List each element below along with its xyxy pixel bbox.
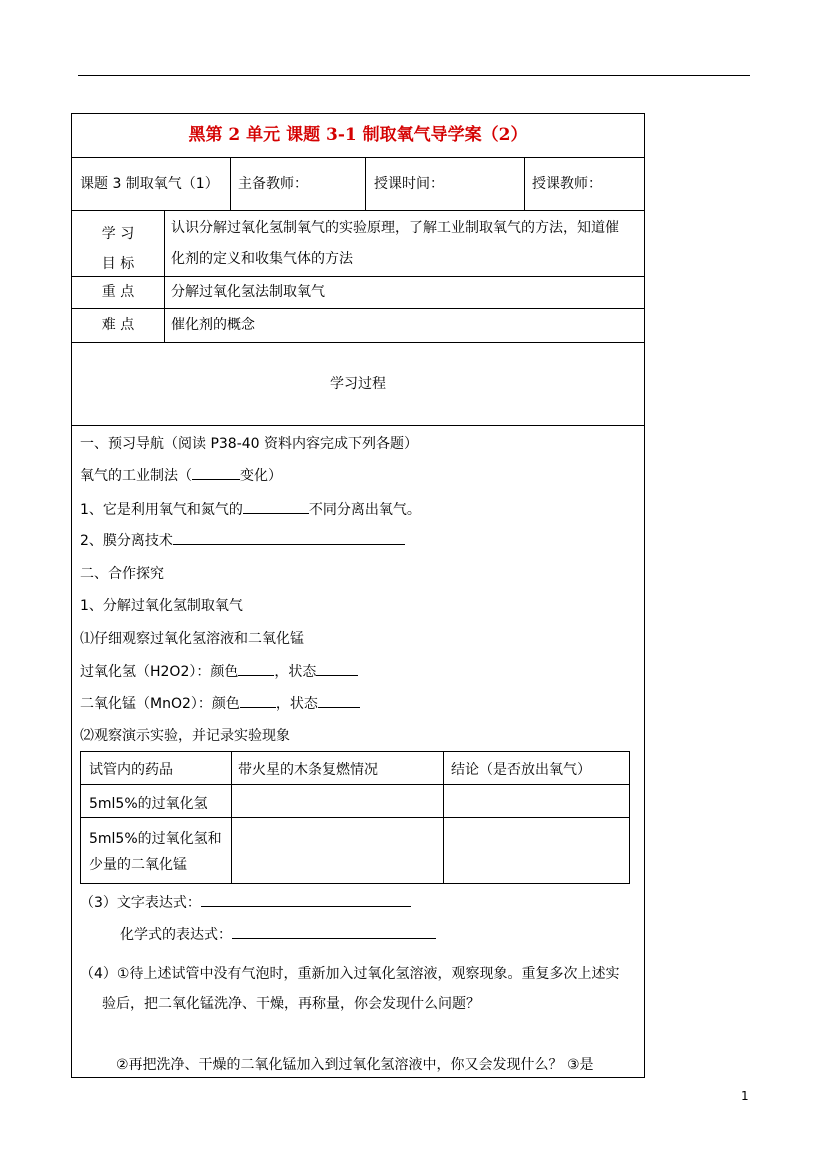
header-splint: 带火星的木条复燃情况 — [238, 762, 378, 778]
question-4-part-2: ②再把洗净、干燥的二氧化锰加入到过氧化氢溶液中，你又会发现什么？ ③是 — [116, 1057, 594, 1073]
row-2-reagent-line-1: 5ml5%的过氧化氢和 — [89, 831, 222, 847]
mno2-state-label: ，状态 — [275, 696, 318, 712]
key-point-row — [72, 277, 644, 309]
mno2-state-blank[interactable] — [318, 693, 360, 708]
info-row — [72, 158, 644, 211]
subsection-1-heading: 1、分解过氧化氢制取氧气 — [80, 598, 243, 614]
mno2-color-blank[interactable] — [240, 693, 276, 708]
key-point-text: 分解过氧化氢法制取氧气 — [171, 284, 325, 300]
formula-equation-blank[interactable] — [232, 924, 436, 939]
experiment-header-row — [81, 752, 629, 785]
objectives-text-2: 化剂的定义和收集气体的方法 — [171, 251, 353, 267]
header-reagent: 试管内的药品 — [89, 762, 173, 778]
objectives-label-1: 学 习 — [101, 226, 135, 242]
process-title: 学习过程 — [330, 376, 386, 392]
class-time-label: 授课时间： — [374, 176, 444, 192]
row-2-reagent-line-2: 少量的二氧化锰 — [89, 857, 187, 873]
industrial-method-line — [80, 465, 282, 485]
experiment-row-1 — [81, 785, 629, 818]
mno2-color-label: 二氧化锰（MnO2）：颜色 — [80, 696, 240, 712]
industrial-method-text-a: 氧气的工业制法（ — [80, 468, 192, 484]
observe-prompt: ⑴仔细观察过氧化氢溶液和二氧化锰 — [80, 631, 304, 647]
objectives-text-1: 认识分解过氧化氢制氧气的实验原理，了解工业制取氧气的方法，知道催 — [171, 220, 619, 236]
difficulty-text: 催化剂的概念 — [171, 317, 255, 333]
difficulty-label: 难 点 — [101, 317, 135, 333]
h2o2-color-blank[interactable] — [238, 661, 274, 676]
question-4-line-1: （4）①待上述试管中没有气泡时，重新加入过氧化氢溶液，观察现象。重复多次上述实 — [80, 966, 620, 982]
h2o2-line — [80, 661, 358, 681]
question-1-line — [80, 499, 421, 519]
difficulty-row — [72, 309, 644, 343]
row-1-reagent: 5ml5%的过氧化氢 — [89, 796, 208, 812]
header-rule — [78, 75, 750, 76]
objectives-label — [72, 219, 164, 279]
h2o2-state-label: ，状态 — [274, 664, 317, 680]
question-2-line — [80, 530, 405, 550]
formula-equation-line — [120, 924, 436, 944]
lead-teacher-label: 主备教师： — [238, 176, 308, 192]
question-2-blank[interactable] — [173, 530, 405, 545]
objectives-text — [171, 213, 619, 275]
process-title-row — [72, 343, 644, 426]
question-1-blank[interactable] — [243, 499, 309, 514]
industrial-method-text-b: 变化） — [240, 468, 282, 484]
experiment-table — [80, 751, 630, 884]
header-conclusion: 结论（是否放出氧气） — [451, 762, 591, 778]
objectives-label-2: 目 标 — [101, 256, 135, 272]
teacher-label: 授课教师： — [532, 176, 602, 192]
h2o2-color-label: 过氧化氢（H2O2）：颜色 — [80, 664, 239, 680]
formula-equation-label: 化学式的表达式： — [120, 927, 232, 943]
objectives-row — [72, 211, 644, 277]
key-point-label: 重 点 — [101, 284, 135, 300]
question-2-text: 2、膜分离技术 — [80, 533, 173, 549]
word-equation-label: （3）文字表达式： — [80, 895, 201, 911]
page-number: 1 — [741, 1089, 749, 1103]
experiment-prompt: ⑵观察演示实验，并记录实验现象 — [80, 728, 290, 744]
page-title: 黑第 2 单元 课题 3-1 制取氧气导学案（2） — [188, 125, 528, 145]
h2o2-state-blank[interactable] — [316, 661, 358, 676]
worksheet-table — [71, 113, 645, 1078]
lesson-label: 课题 3 制取氧气（1） — [80, 176, 219, 192]
question-1-text-b: 不同分离出氧气。 — [308, 502, 421, 518]
section-1-heading: 一、预习导航（阅读 P38-40 资料内容完成下列各题） — [80, 436, 419, 452]
question-1-text-a: 1、它是利用氧气和氮气的 — [80, 502, 243, 518]
question-4 — [80, 959, 619, 1019]
industrial-method-blank[interactable] — [192, 465, 240, 480]
question-4-line-2: 验后，把二氧化锰洗净、干燥，再称量，你会发现什么问题？ — [102, 996, 480, 1012]
word-equation-line — [80, 892, 411, 912]
row-2-reagent — [89, 826, 222, 878]
title-row — [72, 114, 644, 158]
word-equation-blank[interactable] — [201, 892, 411, 907]
mno2-line — [80, 693, 360, 713]
section-2-heading: 二、合作探究 — [80, 566, 164, 582]
